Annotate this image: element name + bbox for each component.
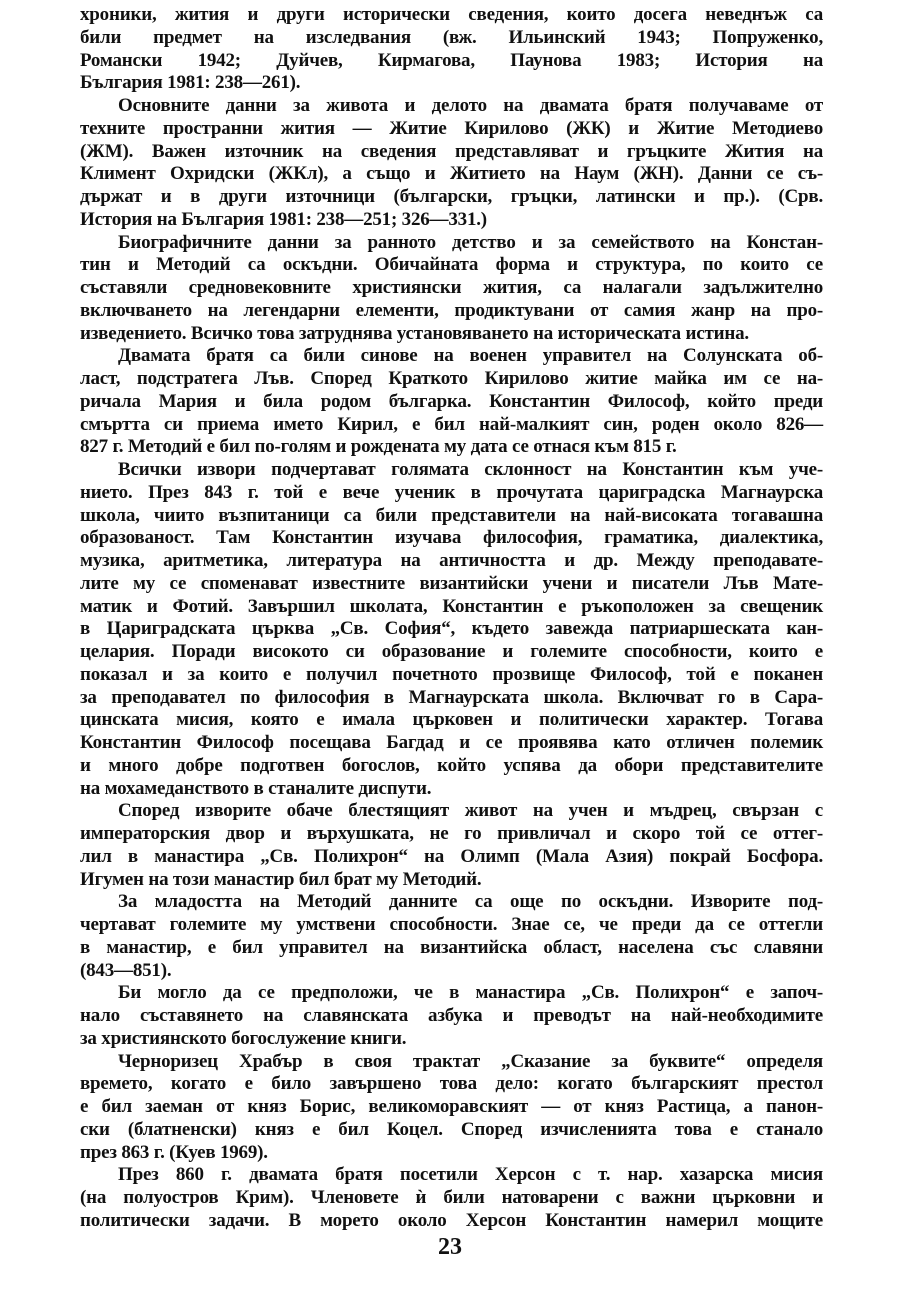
text-line: императорския двор и върхушката, не го привличал и скоро той се оттег-	[80, 823, 823, 844]
paragraph	[80, 4, 823, 95]
text-line: през 863 г. (Куев 1969).	[80, 1141, 268, 1163]
paragraph	[80, 459, 823, 800]
text-line: хроники, жития и други исторически сведения, които досега неведнъж са	[80, 4, 823, 25]
text-line: лите му се споменават известните византийски учени и писатели Лъв Мате-	[80, 572, 823, 594]
text-line: лил в манастира „Св. Полихрон“ на Олимп (Мала Азия) покрай Босфора.	[80, 845, 823, 867]
text-line: държат и в други източници (български, гръцки, латински и пр.). (Срв.	[80, 186, 823, 207]
text-line: образованост. Там Константин изучава философия, граматика, диалектика,	[80, 527, 823, 549]
text-line: България 1981: 238—261).	[80, 72, 301, 94]
text-line: Според изворите обаче блестящият живот на учен и мъдрец, свързан с	[118, 800, 823, 822]
text-line: 827 г. Методий е бил по-голям и рождената му дата се отнася към 815 г.	[80, 436, 677, 458]
paragraph	[80, 1164, 823, 1232]
paragraph	[80, 982, 823, 1050]
paragraph	[80, 800, 823, 891]
text-line: съставяли средновековните християнски жития, са налагали задължително	[80, 277, 823, 298]
paragraph	[80, 891, 823, 982]
text-line: Романски 1942; Дуйчев, Кирмагова, Паунова 1983; История на	[80, 49, 823, 71]
text-line: чертават големите му умствени способности. Знае се, че преди да се оттегли	[80, 914, 823, 935]
text-line: школа, чиито възпитаници са били представители на най-високата тогавашна	[80, 504, 823, 526]
text-line: показал и за които е получил почетното прозвище Философ, той е поканен	[80, 663, 823, 685]
text-line: времето, когато е било завършено това дело: когато българският престол	[80, 1073, 823, 1095]
text-line: в манастир, е бил управител на византийска област, населена със славяни	[80, 936, 823, 958]
text-line: Всички извори подчертават голямата склонност на Константин към уче-	[118, 459, 823, 480]
text-line: (843—851).	[80, 959, 172, 981]
text-line: Игумен на този манастир бил брат му Методий.	[80, 868, 482, 890]
text-line: музика, аритметика, литература на античността и др. Между преподавате-	[80, 550, 823, 571]
text-line: ласт, подстратега Лъв. Според Краткото Кирилово житие майка им се на-	[80, 368, 823, 389]
text-line: Би могло да се предположи, че в манастира „Св. Полихрон“ е започ-	[118, 982, 823, 1004]
text-line: Климент Охридски (ЖКл), а също и Житието на Наум (ЖН). Данни се съ-	[80, 163, 823, 185]
text-line: изведението. Всичко това затруднява установяването на историческата истина.	[80, 322, 749, 344]
text-line: за преподавател по философия в Магнаурската школа. Включват го в Сара-	[80, 686, 823, 708]
paragraph	[80, 345, 823, 459]
text-line: (ЖМ). Важен източник на сведения представляват и гръцките Жития на	[80, 140, 823, 162]
text-line: били предмет на изследвания (вж. Ильинский 1943; Попруженко,	[80, 26, 823, 48]
text-line: смъртта си приема името Кирил, е бил най-малкият син, роден около 826—	[80, 413, 823, 435]
text-line: Двамата братя са били синове на военен управител на Солунската об-	[118, 345, 823, 367]
text-line: Константин Философ посещава Багдад и се проявява като отличен полемик	[80, 732, 823, 753]
text-line: на мохамеданството в станалите диспути.	[80, 777, 432, 799]
text-line: матик и Фотий. Завършил школата, Константин е ръкоположен за свещеник	[80, 595, 823, 617]
text-line: ски (блатненски) княз е бил Коцел. Според изчисленията това е станало	[80, 1118, 823, 1140]
text-line: (на полуостров Крим). Членовете ѝ били натоварени с важни църковни и	[80, 1187, 823, 1208]
text-line: нало съставянето на славянската азбука и преводът на най-необходимите	[80, 1005, 823, 1026]
text-line: политически задачи. В морето около Херсон Константин намерил мощите	[80, 1209, 823, 1231]
page-number: 23	[438, 1234, 462, 1260]
text-line: нието. През 843 г. той е вече ученик в прочутата цариградска Магнаурска	[80, 481, 823, 503]
text-line: включването на легендарни елементи, продиктувани от самия жанр на про-	[80, 299, 823, 321]
text-line: История на България 1981: 238—251; 326—331.)	[80, 208, 487, 230]
text-line: Черноризец Храбър в своя трактат „Сказание за буквите“ определя	[118, 1050, 823, 1072]
text-line: целария. Поради високото си образование и големите способности, които е	[80, 641, 823, 662]
text-line: През 860 г. двамата братя посетили Херсон с т. нар. хазарска мисия	[118, 1164, 823, 1186]
text-line: цинската мисия, която е имала църковен и политически характер. Тогава	[80, 709, 823, 731]
text-line: Биографичните данни за ранното детство и за семейството на Констан-	[118, 231, 823, 253]
text-line: тин и Методий са оскъдни. Обичайната форма и структура, по които се	[80, 254, 823, 276]
text-line: За младостта на Методий данните са още по оскъдни. Изворите под-	[118, 891, 823, 913]
text-line: в Цариградската църква „Св. София“, където завежда патриаршеската кан-	[80, 618, 823, 640]
text-line: и много добре подготвен богослов, който успява да обори представителите	[80, 754, 823, 776]
paragraph	[80, 95, 823, 232]
paragraph	[80, 232, 823, 346]
text-line: ричала Мария и била родом българка. Константин Философ, който преди	[80, 390, 823, 412]
page-body	[80, 4, 823, 1233]
paragraph	[80, 1051, 823, 1165]
text-line: е бил заеман от княз Борис, великоморавският — от княз Растица, а панон-	[80, 1096, 823, 1117]
text-line: за християнското богослужение книги.	[80, 1027, 407, 1049]
text-line: техните пространни жития — Житие Кирилово (ЖК) и Житие Методиево	[80, 117, 823, 139]
text-line: Основните данни за живота и делото на двамата братя получаваме от	[118, 95, 823, 116]
